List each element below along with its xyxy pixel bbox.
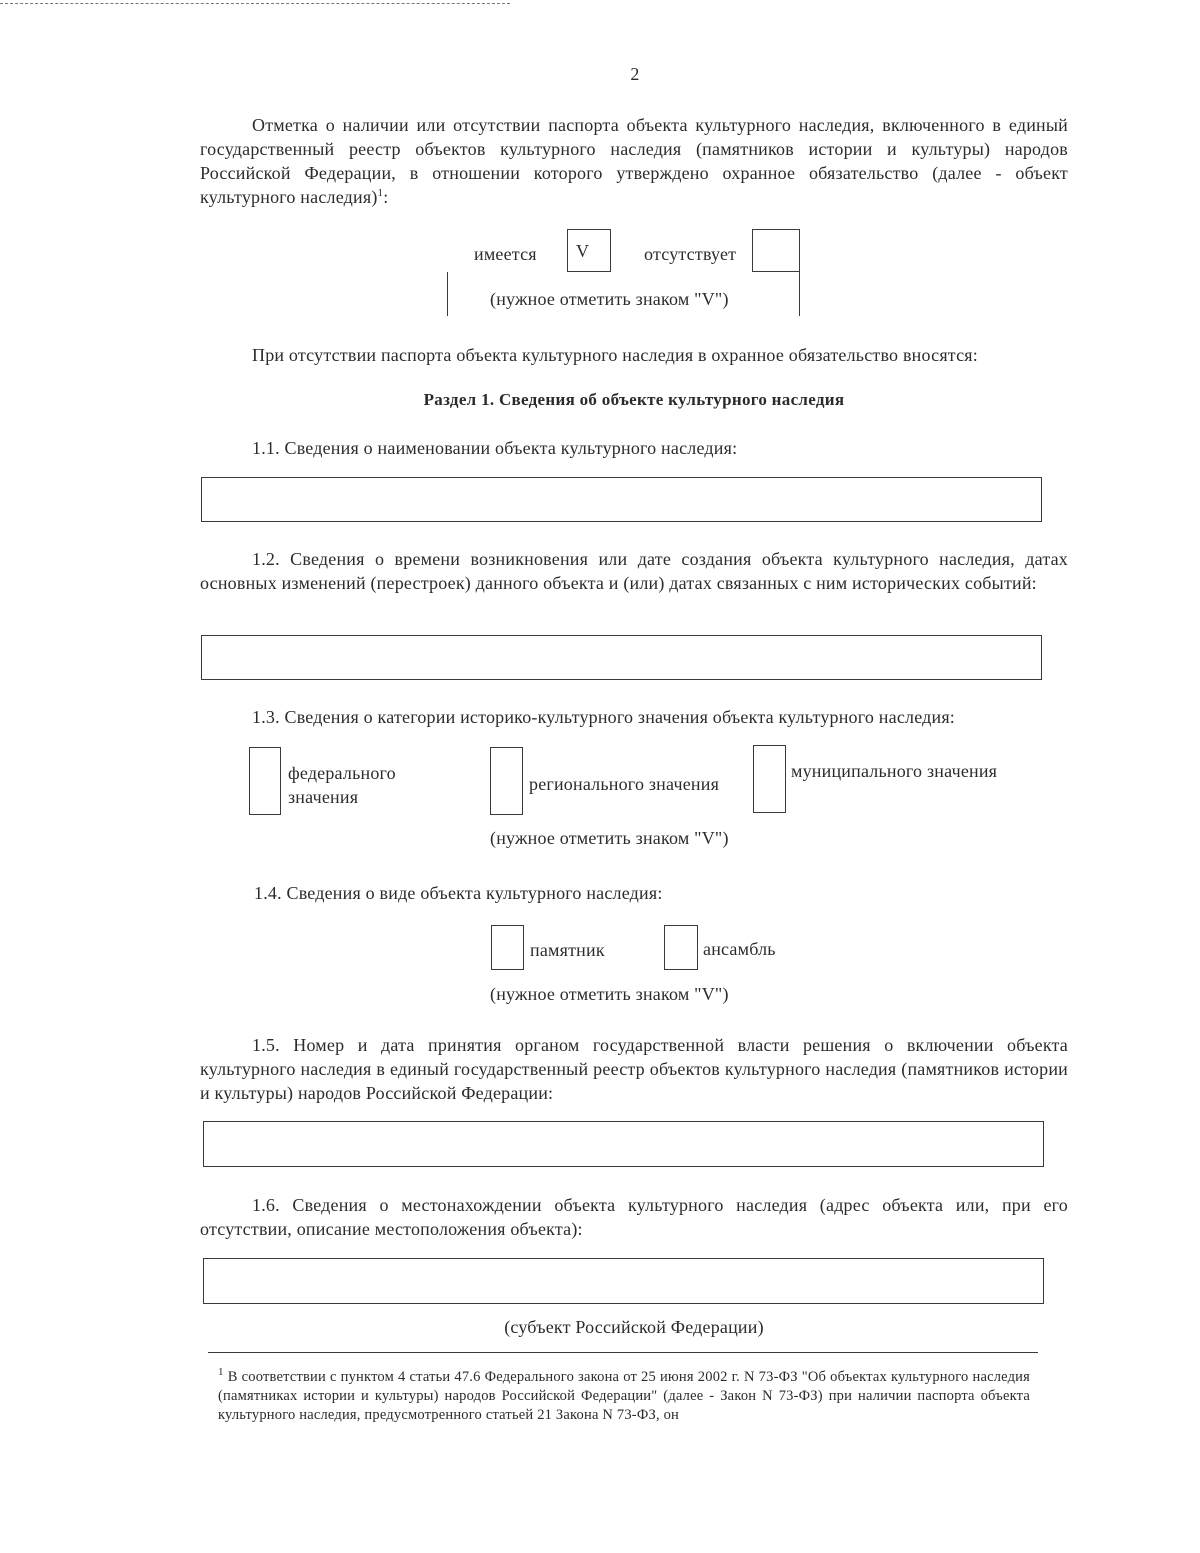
- passport-present-mark: V: [576, 241, 590, 261]
- type-monument-label: памятник: [530, 940, 605, 960]
- item-1-2-value: [202, 636, 1041, 656]
- category-regional-checkbox[interactable]: [490, 747, 523, 815]
- item-1-6-value: [204, 1259, 1043, 1279]
- page-number: 2: [630, 64, 640, 84]
- passport-present-checkbox[interactable]: [567, 229, 611, 272]
- passport-bracket-left: [447, 272, 448, 316]
- item-1-4-hint: (нужное отметить знаком "V"): [490, 984, 729, 1004]
- item-1-2-label: 1.2. Сведения о времени возникновения или дате создания объекта культурного наследия, датах основных изменений (перестроек) данного объекта и (или) датах связанных с ним исторических событий:: [200, 549, 1068, 593]
- footnote-text: В соответствии с пунктом 4 статьи 47.6 Федерального закона от 25 июня 2002 г. N 73-ФЗ "Об объектах культурного наследия (памятниках истории и культуры) народов Российской Федерации" (далее - Закон N 73-ФЗ) при наличии паспорта объекта культурного наследия, предусмотренного статьей 21 Закона N 73-ФЗ, он: [218, 1369, 1031, 1423]
- passport-bracket-right: [799, 272, 800, 316]
- intro-paragraph: [200, 113, 1068, 209]
- category-regional-label: регионального значения: [529, 774, 720, 794]
- footnote-separator: [208, 1352, 1038, 1353]
- section-1-title: Раздел 1. Сведения об объекте культурного наследия: [423, 390, 845, 409]
- footnote-marker: 1: [218, 1366, 224, 1379]
- footnote: [218, 1368, 1030, 1425]
- type-ensemble-label: ансамбль: [703, 939, 776, 959]
- top-dashed-rule: [0, 3, 510, 4]
- category-federal-checkbox[interactable]: [249, 747, 281, 815]
- item-1-1-field[interactable]: [201, 477, 1042, 522]
- item-1-2-field[interactable]: [201, 635, 1042, 680]
- passport-hint: (нужное отметить знаком "V"): [490, 289, 729, 309]
- intro-suffix: :: [383, 187, 389, 207]
- category-federal-label: федерального значения: [288, 763, 396, 807]
- passport-present-label: имеется: [474, 244, 537, 264]
- category-municipal-checkbox[interactable]: [753, 745, 786, 813]
- passport-absent-label: отсутствует: [644, 244, 737, 264]
- item-1-6-caption: (субъект Российской Федерации): [504, 1317, 764, 1337]
- item-1-6-field[interactable]: [203, 1258, 1044, 1304]
- intro-text: Отметка о наличии или отсутствии паспорта объекта культурного наследия, включенного в единый государственный реестр объектов культурного наследия (памятников истории и культуры) народов Российской Федерации, в отношении которого утверждено охранное обязательство (далее - объект культурного наследия): [200, 115, 1068, 207]
- type-ensemble-checkbox[interactable]: [664, 925, 698, 970]
- item-1-5-field[interactable]: [203, 1121, 1044, 1167]
- type-monument-checkbox[interactable]: [491, 925, 524, 970]
- absence-note: При отсутствии паспорта объекта культурного наследия в охранное обязательство вносятся:: [252, 345, 978, 365]
- item-1-3-label: 1.3. Сведения о категории историко-культурного значения объекта культурного наследия:: [252, 707, 956, 727]
- item-1-6-label: 1.6. Сведения о местонахождении объекта культурного наследия (адрес объекта или, при его отсутствии, описание местоположения объекта):: [200, 1195, 1068, 1239]
- item-1-1-value: [202, 478, 1041, 498]
- footnote-ref: 1: [377, 187, 384, 199]
- item-1-3-hint: (нужное отметить знаком "V"): [490, 828, 729, 848]
- item-1-4-label: 1.4. Сведения о виде объекта культурного наследия:: [254, 883, 663, 903]
- category-municipal-label: муниципального значения: [791, 761, 998, 781]
- item-1-1-label: 1.1. Сведения о наименовании объекта культурного наследия:: [252, 438, 738, 458]
- passport-absent-checkbox[interactable]: [752, 229, 800, 272]
- item-1-5-label: 1.5. Номер и дата принятия органом государственной власти решения о включении объекта культурного наследия в единый государственный реестр объектов культурного наследия (памятников истории и культуры) народов Российской Федерации:: [200, 1035, 1068, 1103]
- item-1-5-value: [204, 1122, 1043, 1142]
